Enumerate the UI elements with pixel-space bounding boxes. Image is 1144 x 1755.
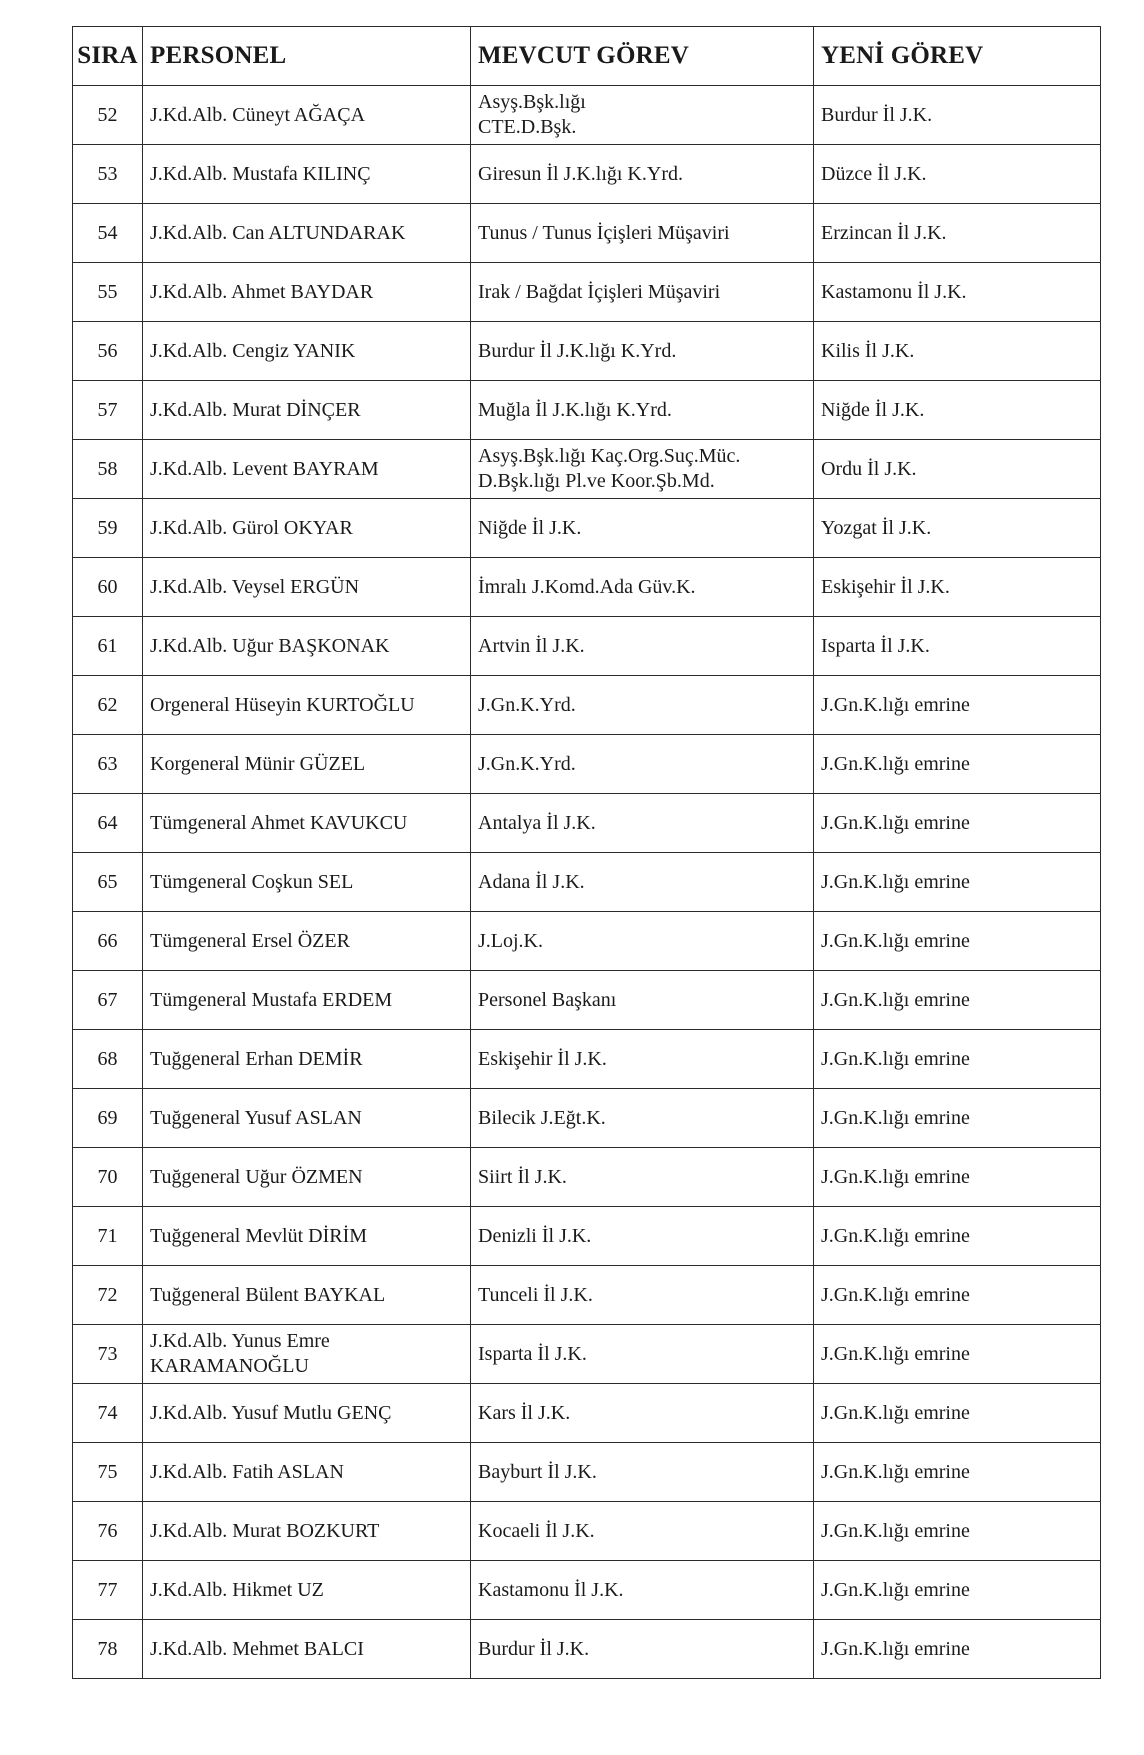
cell-mevcut-gorev xyxy=(471,558,814,617)
cell-mevcut-gorev xyxy=(471,1266,814,1325)
cell-mevcut-gorev xyxy=(471,735,814,794)
table-row xyxy=(73,971,1101,1030)
cell-yeni-gorev: J.Gn.K.lığı emrine xyxy=(814,1089,1101,1148)
cell-personel xyxy=(143,617,471,676)
personnel-assignment-table xyxy=(72,26,1101,1679)
table-row xyxy=(73,1148,1101,1207)
cell-mevcut-gorev xyxy=(471,853,814,912)
cell-personel-line: Tuğgeneral Erhan DEMİR xyxy=(150,1047,363,1070)
cell-personel-line: J.Kd.Alb. Mehmet BALCI xyxy=(150,1637,364,1660)
cell-sira: 73 xyxy=(73,1325,143,1384)
cell-personel xyxy=(143,381,471,440)
cell-mevcut-gorev xyxy=(471,440,814,499)
cell-personel xyxy=(143,1561,471,1620)
cell-yeni-gorev: J.Gn.K.lığı emrine xyxy=(814,794,1101,853)
cell-personel xyxy=(143,1207,471,1266)
cell-mevcut-gorev xyxy=(471,912,814,971)
cell-mevcut-gorev xyxy=(471,381,814,440)
cell-mevcut-gorev-line: Bilecik J.Eğt.K. xyxy=(478,1106,606,1129)
cell-yeni-gorev: Isparta İl J.K. xyxy=(814,617,1101,676)
cell-personel-line: J.Kd.Alb. Fatih ASLAN xyxy=(150,1460,344,1483)
cell-sira: 66 xyxy=(73,912,143,971)
cell-yeni-gorev: Niğde İl J.K. xyxy=(814,381,1101,440)
cell-personel xyxy=(143,735,471,794)
cell-mevcut-gorev-line: Isparta İl J.K. xyxy=(478,1342,587,1365)
table-row xyxy=(73,381,1101,440)
table-row xyxy=(73,1620,1101,1679)
cell-sira: 60 xyxy=(73,558,143,617)
cell-mevcut-gorev-line: CTE.D.Bşk. xyxy=(478,116,577,138)
cell-personel-line: J.Kd.Alb. Ahmet BAYDAR xyxy=(150,280,374,303)
cell-mevcut-gorev-line: Antalya İl J.K. xyxy=(478,811,596,834)
cell-sira: 58 xyxy=(73,440,143,499)
cell-personel xyxy=(143,1325,471,1384)
table-row xyxy=(73,676,1101,735)
table-row xyxy=(73,1502,1101,1561)
cell-personel-line: Tümgeneral Coşkun SEL xyxy=(150,870,354,893)
cell-yeni-gorev: Düzce İl J.K. xyxy=(814,145,1101,204)
cell-mevcut-gorev xyxy=(471,1443,814,1502)
cell-mevcut-gorev-line: Denizli İl J.K. xyxy=(478,1224,592,1247)
cell-mevcut-gorev xyxy=(471,676,814,735)
table-row xyxy=(73,1384,1101,1443)
cell-yeni-gorev: J.Gn.K.lığı emrine xyxy=(814,1561,1101,1620)
table-row xyxy=(73,204,1101,263)
cell-personel xyxy=(143,499,471,558)
table-row xyxy=(73,1325,1101,1384)
cell-personel xyxy=(143,204,471,263)
cell-personel-line: J.Kd.Alb. Yusuf Mutlu GENÇ xyxy=(150,1401,392,1424)
cell-personel-line: J.Kd.Alb. Gürol OKYAR xyxy=(150,516,353,539)
cell-mevcut-gorev-line: Artvin İl J.K. xyxy=(478,634,585,657)
cell-mevcut-gorev-line: Burdur İl J.K. xyxy=(478,1637,590,1660)
cell-personel-line: Tümgeneral Ahmet KAVUKCU xyxy=(150,811,408,834)
cell-personel-line: Tuğgeneral Bülent BAYKAL xyxy=(150,1283,386,1306)
cell-sira: 52 xyxy=(73,86,143,145)
cell-personel xyxy=(143,1384,471,1443)
cell-sira: 57 xyxy=(73,381,143,440)
cell-mevcut-gorev-line: Asyş.Bşk.lığı Kaç.Org.Suç.Müc. xyxy=(478,445,741,467)
cell-sira: 71 xyxy=(73,1207,143,1266)
cell-yeni-gorev: J.Gn.K.lığı emrine xyxy=(814,735,1101,794)
cell-sira: 59 xyxy=(73,499,143,558)
cell-personel-line: J.Kd.Alb. Cengiz YANIK xyxy=(150,339,356,362)
cell-mevcut-gorev-line: Siirt İl J.K. xyxy=(478,1165,567,1188)
cell-mevcut-gorev-line: Bayburt İl J.K. xyxy=(478,1460,597,1483)
cell-mevcut-gorev-line: Kastamonu İl J.K. xyxy=(478,1578,624,1601)
table-row xyxy=(73,558,1101,617)
cell-mevcut-gorev-line: Personel Başkanı xyxy=(478,988,617,1011)
cell-sira: 65 xyxy=(73,853,143,912)
cell-personel-line: Tuğgeneral Yusuf ASLAN xyxy=(150,1106,362,1129)
cell-mevcut-gorev-line: Giresun İl J.K.lığı K.Yrd. xyxy=(478,162,683,185)
header-personel: PERSONEL xyxy=(143,27,471,86)
cell-mevcut-gorev xyxy=(471,971,814,1030)
cell-sira: 75 xyxy=(73,1443,143,1502)
cell-sira: 77 xyxy=(73,1561,143,1620)
cell-yeni-gorev: Burdur İl J.K. xyxy=(814,86,1101,145)
cell-mevcut-gorev-line: Tunus / Tunus İçişleri Müşaviri xyxy=(478,221,730,244)
cell-personel xyxy=(143,440,471,499)
cell-yeni-gorev: J.Gn.K.lığı emrine xyxy=(814,676,1101,735)
table-row xyxy=(73,145,1101,204)
cell-sira: 69 xyxy=(73,1089,143,1148)
cell-mevcut-gorev-line: Adana İl J.K. xyxy=(478,870,585,893)
cell-mevcut-gorev xyxy=(471,263,814,322)
cell-sira: 64 xyxy=(73,794,143,853)
cell-personel xyxy=(143,558,471,617)
table-row xyxy=(73,1089,1101,1148)
cell-mevcut-gorev xyxy=(471,617,814,676)
header-yeni-gorev: YENİ GÖREV xyxy=(814,27,1101,86)
table-row xyxy=(73,735,1101,794)
cell-personel xyxy=(143,1620,471,1679)
table-row xyxy=(73,86,1101,145)
cell-sira: 67 xyxy=(73,971,143,1030)
header-sira: SIRA xyxy=(73,27,143,86)
cell-personel xyxy=(143,86,471,145)
table-row xyxy=(73,1561,1101,1620)
cell-yeni-gorev: J.Gn.K.lığı emrine xyxy=(814,1620,1101,1679)
cell-personel-line: Tümgeneral Ersel ÖZER xyxy=(150,929,350,952)
table-row xyxy=(73,1266,1101,1325)
table-row xyxy=(73,322,1101,381)
cell-personel xyxy=(143,853,471,912)
cell-mevcut-gorev xyxy=(471,1502,814,1561)
cell-mevcut-gorev xyxy=(471,1325,814,1384)
cell-personel xyxy=(143,1089,471,1148)
cell-sira: 61 xyxy=(73,617,143,676)
cell-yeni-gorev: J.Gn.K.lığı emrine xyxy=(814,912,1101,971)
cell-mevcut-gorev-line: Burdur İl J.K.lığı K.Yrd. xyxy=(478,339,677,362)
cell-yeni-gorev: J.Gn.K.lığı emrine xyxy=(814,1502,1101,1561)
cell-yeni-gorev: J.Gn.K.lığı emrine xyxy=(814,1148,1101,1207)
cell-personel xyxy=(143,1443,471,1502)
cell-sira: 54 xyxy=(73,204,143,263)
cell-mevcut-gorev xyxy=(471,1561,814,1620)
cell-mevcut-gorev-line: Kars İl J.K. xyxy=(478,1401,571,1424)
cell-mevcut-gorev-line: Niğde İl J.K. xyxy=(478,516,582,539)
cell-personel xyxy=(143,1030,471,1089)
cell-mevcut-gorev xyxy=(471,86,814,145)
cell-mevcut-gorev xyxy=(471,1089,814,1148)
cell-mevcut-gorev xyxy=(471,1207,814,1266)
cell-sira: 53 xyxy=(73,145,143,204)
cell-yeni-gorev: J.Gn.K.lığı emrine xyxy=(814,1443,1101,1502)
cell-personel xyxy=(143,1502,471,1561)
document-page xyxy=(72,26,1100,1679)
cell-personel-line: Tuğgeneral Mevlüt DİRİM xyxy=(150,1224,368,1247)
cell-mevcut-gorev-line: Tunceli İl J.K. xyxy=(478,1283,593,1306)
cell-mevcut-gorev-line: J.Gn.K.Yrd. xyxy=(478,693,576,716)
cell-personel xyxy=(143,263,471,322)
cell-mevcut-gorev-line: Asyş.Bşk.lığı xyxy=(478,91,586,113)
cell-personel-line: J.Kd.Alb. Murat BOZKURT xyxy=(150,1519,380,1542)
cell-sira: 78 xyxy=(73,1620,143,1679)
cell-personel xyxy=(143,1266,471,1325)
cell-personel xyxy=(143,971,471,1030)
table-row xyxy=(73,440,1101,499)
table-row xyxy=(73,617,1101,676)
cell-mevcut-gorev-line: Kocaeli İl J.K. xyxy=(478,1519,595,1542)
header-row xyxy=(73,27,1101,86)
cell-personel xyxy=(143,322,471,381)
cell-sira: 76 xyxy=(73,1502,143,1561)
cell-yeni-gorev: J.Gn.K.lığı emrine xyxy=(814,1207,1101,1266)
cell-yeni-gorev: Kilis İl J.K. xyxy=(814,322,1101,381)
table-row xyxy=(73,1030,1101,1089)
cell-personel-line: J.Kd.Alb. Murat DİNÇER xyxy=(150,398,361,421)
table-row xyxy=(73,1443,1101,1502)
cell-mevcut-gorev-line: D.Bşk.lığı Pl.ve Koor.Şb.Md. xyxy=(478,470,715,492)
cell-mevcut-gorev xyxy=(471,1030,814,1089)
cell-yeni-gorev: J.Gn.K.lığı emrine xyxy=(814,971,1101,1030)
cell-personel-line: Orgeneral Hüseyin KURTOĞLU xyxy=(150,693,415,716)
cell-mevcut-gorev-line: Muğla İl J.K.lığı K.Yrd. xyxy=(478,398,672,421)
cell-personel-line: J.Kd.Alb. Mustafa KILINÇ xyxy=(150,162,371,185)
cell-mevcut-gorev-line: Irak / Bağdat İçişleri Müşaviri xyxy=(478,280,721,303)
cell-mevcut-gorev xyxy=(471,1148,814,1207)
cell-mevcut-gorev-line: J.Loj.K. xyxy=(478,929,543,952)
cell-personel-line: Korgeneral Münir GÜZEL xyxy=(150,752,366,775)
cell-personel-line: J.Kd.Alb. Can ALTUNDARAK xyxy=(150,221,406,244)
cell-yeni-gorev: Erzincan İl J.K. xyxy=(814,204,1101,263)
cell-personel xyxy=(143,676,471,735)
cell-yeni-gorev: Yozgat İl J.K. xyxy=(814,499,1101,558)
cell-mevcut-gorev-line: Eskişehir İl J.K. xyxy=(478,1047,607,1070)
table-row xyxy=(73,499,1101,558)
table-row xyxy=(73,263,1101,322)
cell-sira: 56 xyxy=(73,322,143,381)
cell-personel-line: J.Kd.Alb. Hikmet UZ xyxy=(150,1578,324,1601)
table-row xyxy=(73,912,1101,971)
cell-yeni-gorev: J.Gn.K.lığı emrine xyxy=(814,1030,1101,1089)
cell-yeni-gorev: J.Gn.K.lığı emrine xyxy=(814,853,1101,912)
table-row xyxy=(73,794,1101,853)
cell-mevcut-gorev xyxy=(471,1620,814,1679)
table-body xyxy=(73,86,1101,1679)
cell-mevcut-gorev xyxy=(471,145,814,204)
cell-personel xyxy=(143,1148,471,1207)
cell-personel xyxy=(143,794,471,853)
table-row xyxy=(73,1207,1101,1266)
cell-personel xyxy=(143,145,471,204)
cell-yeni-gorev: Ordu İl J.K. xyxy=(814,440,1101,499)
cell-sira: 70 xyxy=(73,1148,143,1207)
cell-personel-line: J.Kd.Alb. Veysel ERGÜN xyxy=(150,575,360,598)
cell-yeni-gorev: J.Gn.K.lığı emrine xyxy=(814,1266,1101,1325)
cell-mevcut-gorev xyxy=(471,794,814,853)
cell-yeni-gorev: J.Gn.K.lığı emrine xyxy=(814,1325,1101,1384)
cell-sira: 72 xyxy=(73,1266,143,1325)
table-row xyxy=(73,853,1101,912)
cell-personel-line: J.Kd.Alb. Uğur BAŞKONAK xyxy=(150,634,390,657)
cell-personel-line: J.Kd.Alb. Levent BAYRAM xyxy=(150,457,379,480)
cell-yeni-gorev: Kastamonu İl J.K. xyxy=(814,263,1101,322)
cell-mevcut-gorev xyxy=(471,204,814,263)
cell-mevcut-gorev xyxy=(471,322,814,381)
cell-sira: 68 xyxy=(73,1030,143,1089)
cell-yeni-gorev: J.Gn.K.lığı emrine xyxy=(814,1384,1101,1443)
cell-personel-line: J.Kd.Alb. Yunus Emre xyxy=(150,1330,330,1352)
cell-personel xyxy=(143,912,471,971)
cell-personel-line: J.Kd.Alb. Cüneyt AĞAÇA xyxy=(150,103,366,126)
cell-personel-line: KARAMANOĞLU xyxy=(150,1355,309,1377)
header-mevcut-gorev: MEVCUT GÖREV xyxy=(471,27,814,86)
cell-personel-line: Tuğgeneral Uğur ÖZMEN xyxy=(150,1165,363,1188)
cell-sira: 74 xyxy=(73,1384,143,1443)
cell-mevcut-gorev xyxy=(471,1384,814,1443)
cell-personel-line: Tümgeneral Mustafa ERDEM xyxy=(150,988,393,1011)
cell-mevcut-gorev xyxy=(471,499,814,558)
table-header xyxy=(73,27,1101,86)
cell-sira: 63 xyxy=(73,735,143,794)
cell-yeni-gorev: Eskişehir İl J.K. xyxy=(814,558,1101,617)
cell-sira: 62 xyxy=(73,676,143,735)
cell-sira: 55 xyxy=(73,263,143,322)
cell-mevcut-gorev-line: J.Gn.K.Yrd. xyxy=(478,752,576,775)
cell-mevcut-gorev-line: İmralı J.Komd.Ada Güv.K. xyxy=(478,575,696,598)
